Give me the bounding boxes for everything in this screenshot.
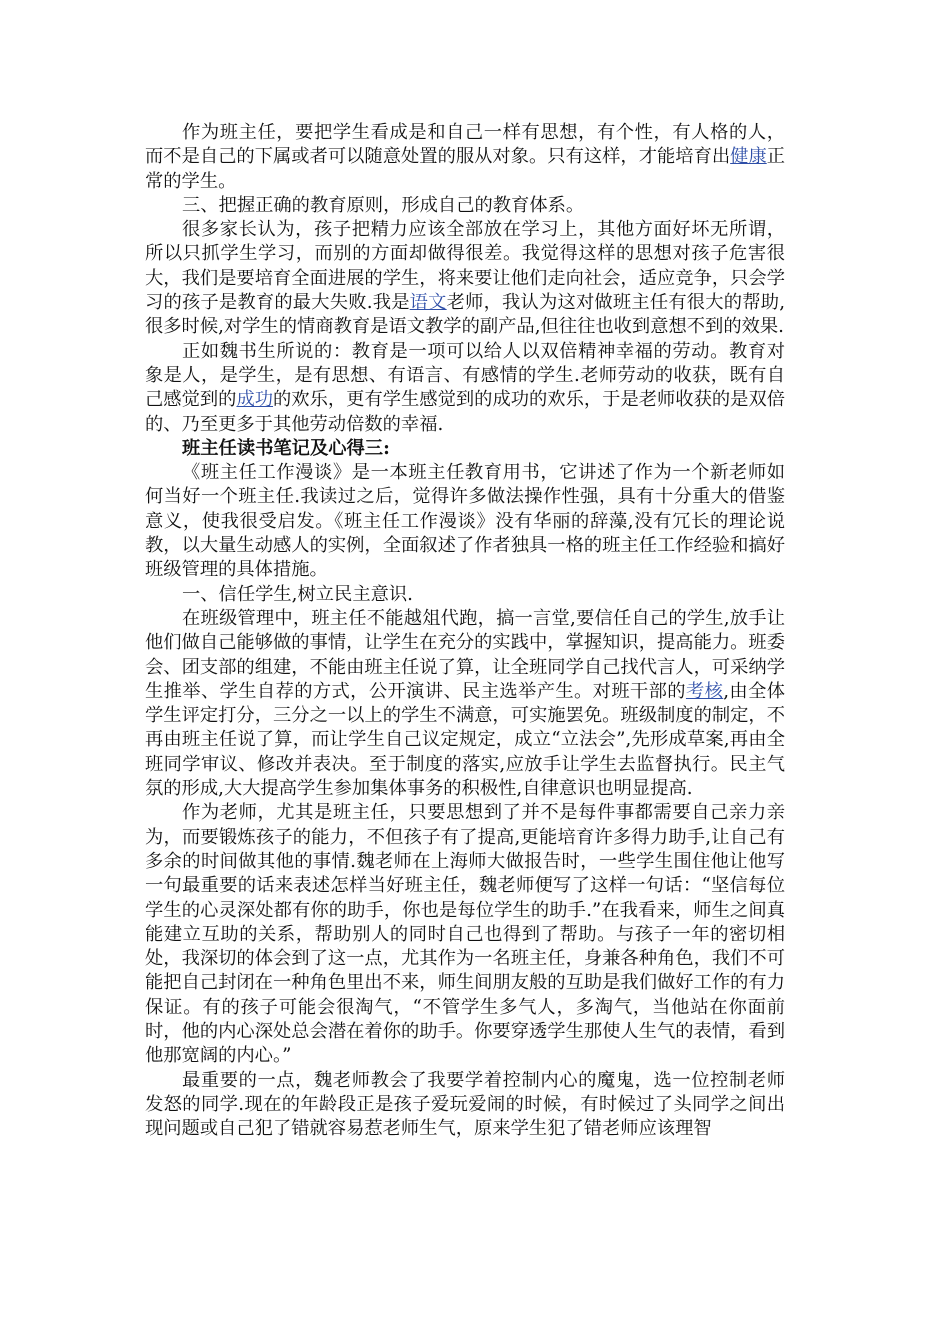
paragraph-4 (145, 340, 785, 437)
link-health[interactable]: 健康 (730, 146, 767, 168)
paragraph-4-text: 正如魏书生所说的：教育是一项可以给人以双倍精神幸福的劳动。教育对象是人，是学生，是有思想、有语言、有感情的学生.老师劳动的收获，既有自己感觉到的 (145, 340, 785, 411)
paragraph-9: 最重要的一点，魏老师教会了我要学着控制内心的魔鬼，选一位控制老师发怒的同学.现在的年龄段正是孩子爱玩爱闹的时候，有时候过了头同学之间出现问题或自己犯了错就容易惹老师生气，原来学生犯了错老师应该理智 (145, 1069, 785, 1140)
link-assessment[interactable]: 考核 (685, 680, 724, 702)
paragraph-3-text: 很多家长认为，孩子把精力应该全部放在学习上，其他方面好坏无所谓，所以只抓学生学习，而别的方面却做得很差。我觉得这样的思想对孩子危害很大，我们是要培育全面进展的学生，将来要让他们走向社会，适应竞争，只会学习的孩子是教育的最大失败.我是 (145, 219, 785, 314)
link-chinese[interactable]: 语文 (409, 292, 447, 314)
paragraph-3-text-end: 老师，我认为这对做班主任有很大的帮助,很多时候,对学生的情商教育是语文教学的副产品,但往往也收到意想不到的效果. (145, 292, 786, 338)
paragraph-1-text-end: 正常的学生。 (145, 146, 786, 192)
paragraph-6: 一、信任学生,树立民主意识. (182, 583, 413, 605)
document-body (145, 121, 785, 1141)
paragraph-8: 作为老师，尤其是班主任，只要思想到了并不是每件事都需要自己亲力亲为，而要锻炼孩子的能力，不但孩子有了提高,更能培育许多得力助手,让自己有多余的时间做其他的事情.魏老师在上海师大做报告时，一些学生围住他让他写一句最重要的话来表述怎样当好班主任，魏老师便写了这样一句话：“坚信每位学生的心灵深处都有你的助手，你也是每位学生的助手.”在我看来，师生之间真能建立互助的关系，帮助别人的同时自己也得到了帮助。与孩子一年的密切相处，我深切的体会到了这一点，尤其作为一名班主任，身兼各种角色，我们不可能把自己封闭在一种角色里出不来，师生间朋友般的互助是我们做好工作的有力保证。有的孩子可能会很淘气，“不管学生多气人，多淘气，当他站在你面前时，他的内心深处总会潜在着你的助手。你要穿透学生那使人生气的表情，看到他那宽阔的内心。” (145, 802, 785, 1067)
paragraph-7-text: 在班级管理中，班主任不能越俎代跑，搞一言堂,要信任自己的学生,放手让他们做自己能够做的事情，让学生在充分的实践中，掌握知识，提高能力。班委会、团支部的组建，不能由班主任说了算，让全班同学自己找代言人，可采纳学生推举、学生自荐的方式，公开演讲、民主选举产生。对班干部的 (145, 607, 785, 702)
paragraph-4-text-end: 的欢乐，更有学生感觉到的成功的欢乐，于是老师收获的是双倍的、乃至更多于其他劳动倍数的幸福. (145, 389, 786, 435)
paragraph-7 (145, 607, 785, 801)
paragraph-1-text: 作为班主任，要把学生看成是和自己一样有思想，有个性，有人格的人，而不是自己的下属或者可以随意处置的服从对象。只有这样，才能培育出 (145, 122, 785, 168)
paragraph-5: 《班主任工作漫谈》是一本班主任教育用书，它讲述了作为一个新老师如何当好一个班主任.我读过之后，觉得许多做法操作性强，具有十分重大的借鉴意义，使我很受启发。《班主任工作漫谈》没有华丽的辞藻,没有冗长的理论说教，以大量生动感人的实例，全面叙述了作者独具一格的班主任工作经验和搞好班级管理的具体措施。 (145, 462, 785, 581)
paragraph-2: 三、把握正确的教育原则，形成自己的教育体系。 (182, 194, 585, 216)
link-success[interactable]: 成功 (236, 389, 274, 411)
paragraph-7-text-end: ,由全体学生评定打分，三分之一以上的学生不满意，可实施罢免。班级制度的制定，不再由班主任说了算，而让学生自己议定规定，成立“立法会”,先形成草案,再由全班同学审议、修改并表决。至于制度的落实,应放手让学生去监督执行。民主气氛的形成,大大提高学生参加集体事务的积极性,自律意识也明显提高. (145, 680, 786, 800)
section-heading: 班主任读书笔记及心得三: (182, 437, 390, 459)
paragraph-3 (145, 218, 785, 339)
paragraph-1 (145, 121, 785, 194)
